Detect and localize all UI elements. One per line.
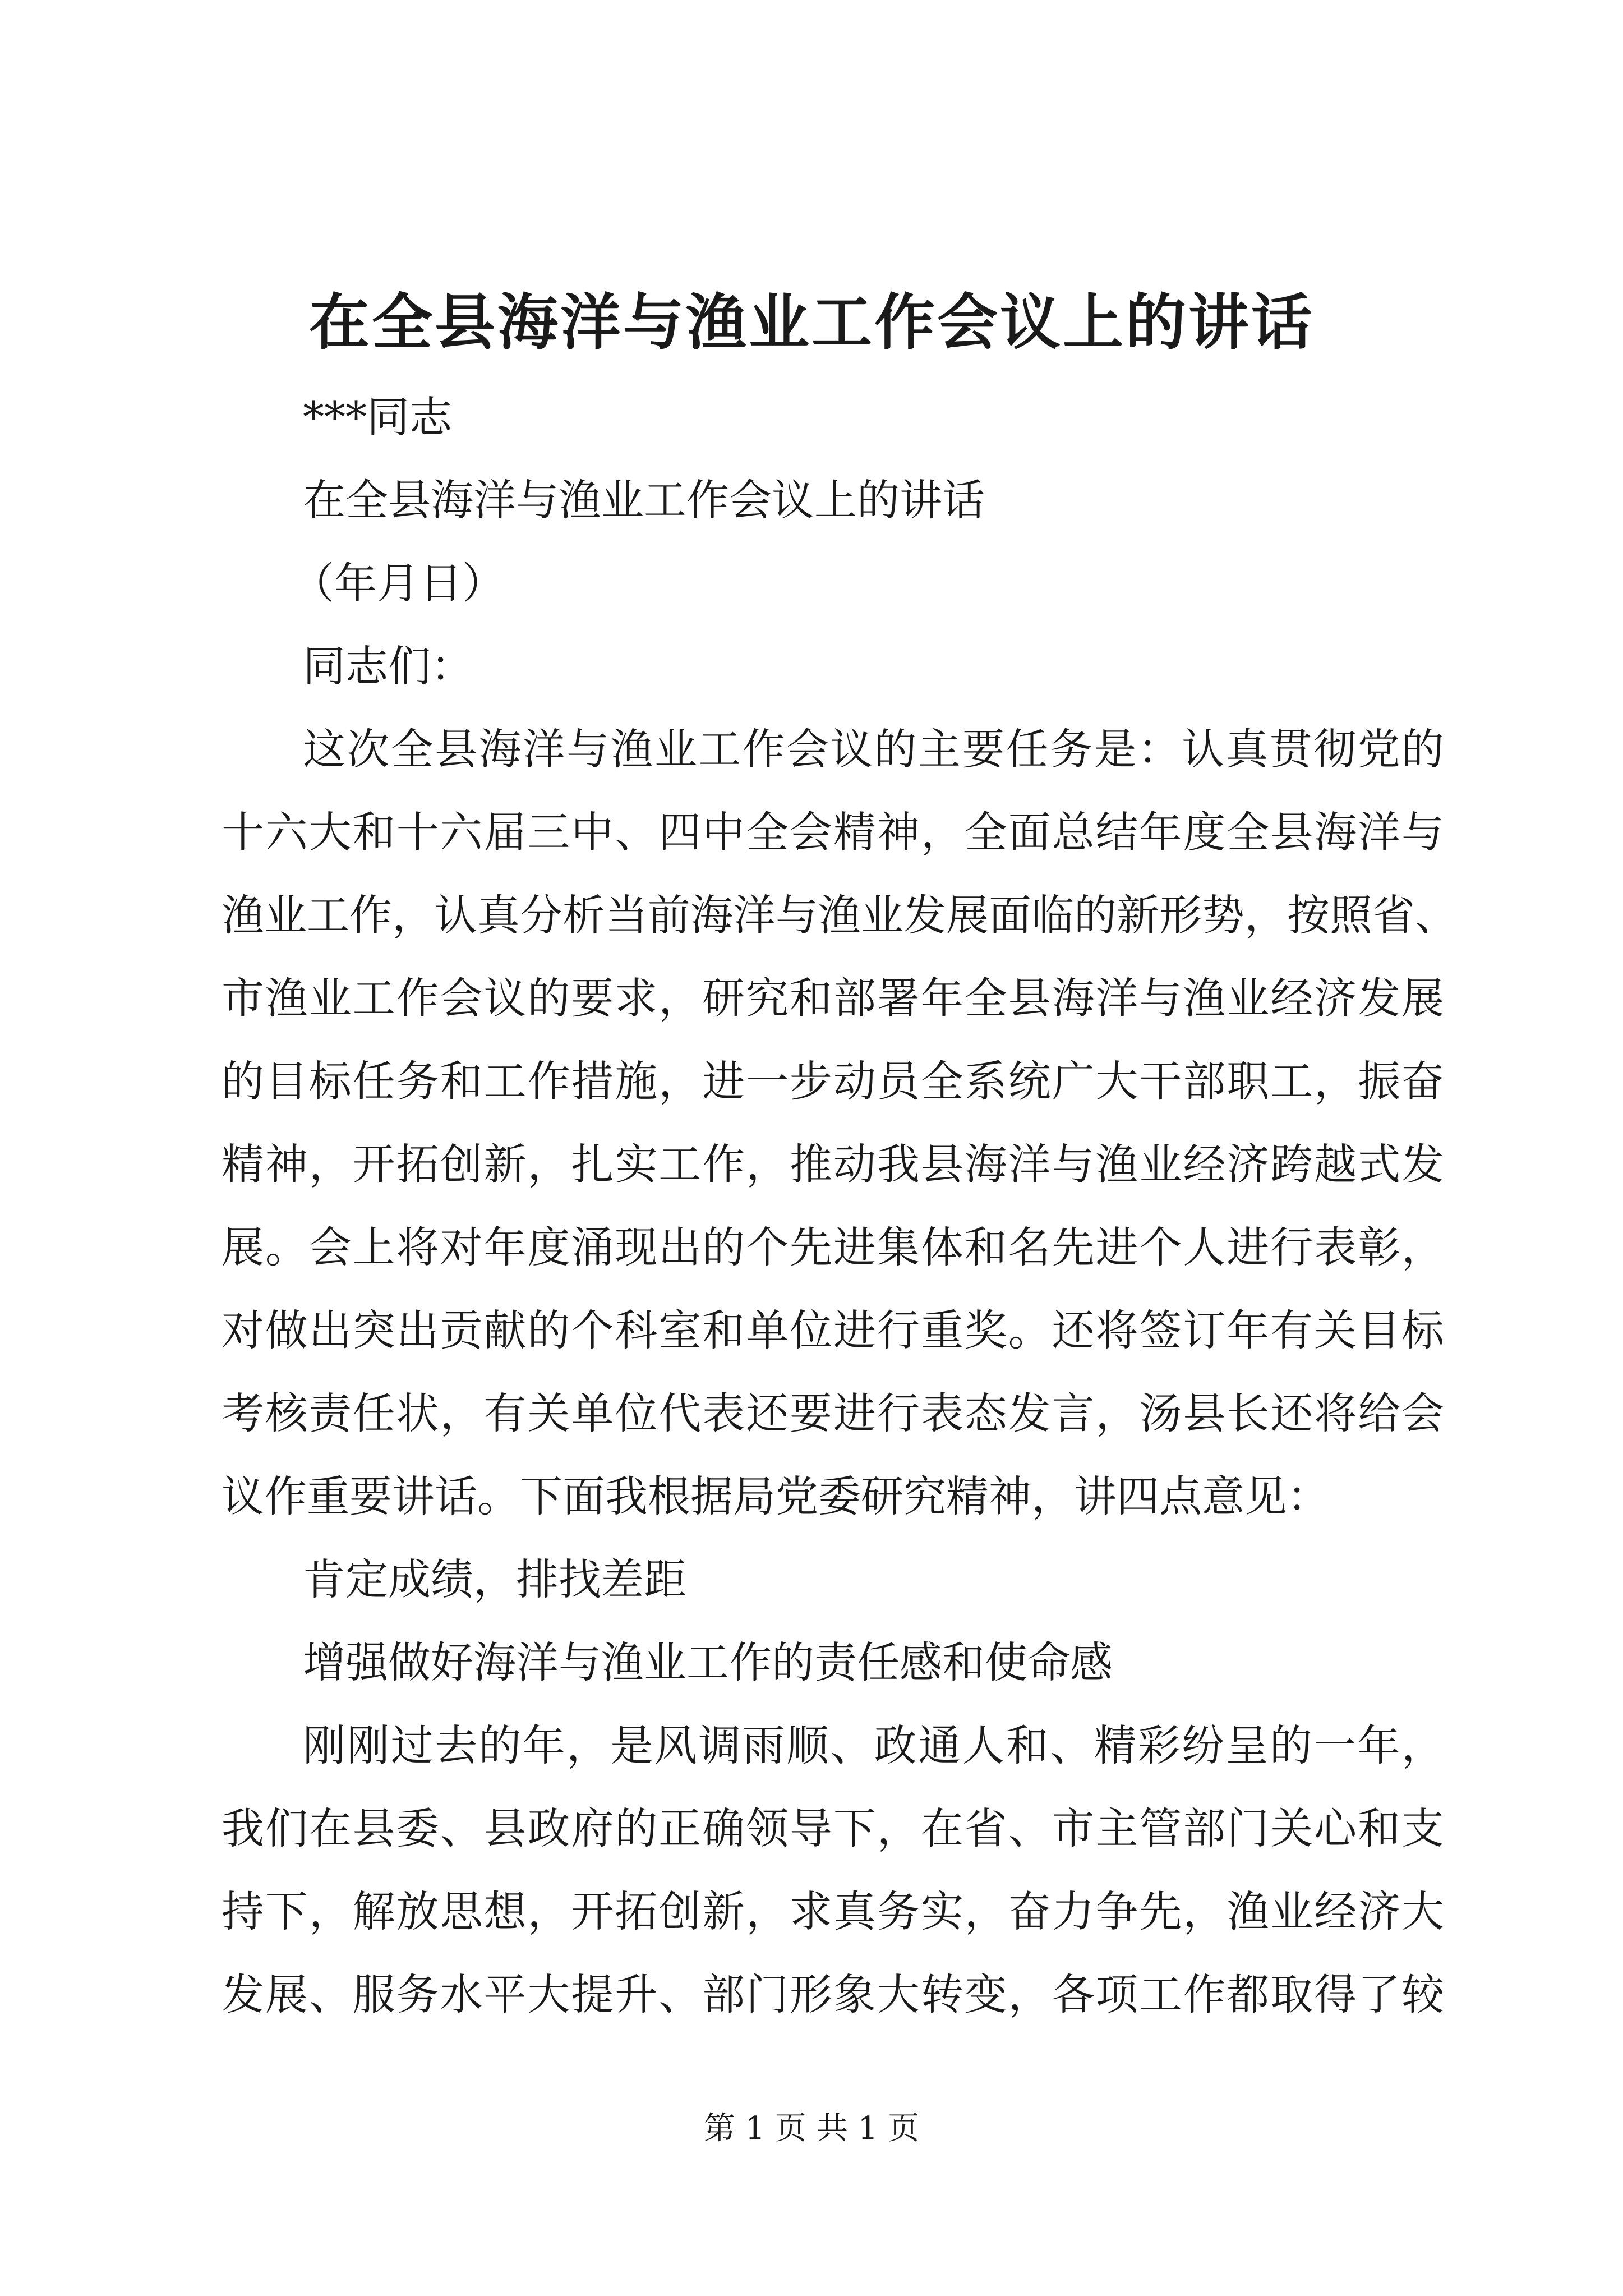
subtitle: 在全县海洋与渔业工作会议上的讲话 — [303, 475, 985, 525]
paragraph-1-line: 考核责任状，有关单位代表还要进行表态发言，汤县长还将给会 — [222, 1388, 1444, 1438]
paragraph-2-line: 刚刚过去的年，是风调雨顺、政通人和、精彩纷呈的一年， — [303, 1720, 1444, 1770]
paragraph-1-line: 精神，开拓创新，扎实工作，推动我县海洋与渔业经济跨越式发 — [222, 1139, 1444, 1189]
author-line: ***同志 — [303, 392, 452, 442]
document-title: 在全县海洋与渔业工作会议上的讲话 — [308, 287, 1314, 358]
date-line: （年月日） — [292, 558, 505, 608]
paragraph-1-line: 市渔业工作会议的要求，研究和部署年全县海洋与渔业经济发展 — [222, 973, 1444, 1023]
paragraph-1-line: 的目标任务和工作措施，进一步动员全系统广大干部职工，振奋 — [222, 1056, 1444, 1106]
page-footer: 第 1 页 共 1 页 — [703, 2110, 920, 2147]
paragraph-1-line: 对做出突出贡献的个科室和单位进行重奖。还将签订年有关目标 — [222, 1305, 1444, 1355]
paragraph-1-line: 渔业工作，认真分析当前海洋与渔业发展面临的新形势，按照省、 — [222, 890, 1458, 940]
paragraph-1-line: 展。会上将对年度涌现出的个先进集体和名先进个人进行表彰， — [222, 1222, 1444, 1272]
paragraph-2-line: 我们在县委、县政府的正确领导下，在省、市主管部门关心和支 — [222, 1803, 1444, 1853]
salutation: 同志们： — [303, 641, 473, 691]
paragraph-1-line: 这次全县海洋与渔业工作会议的主要任务是：认真贯彻党的 — [303, 724, 1444, 774]
paragraph-1-line: 议作重要讲话。下面我根据局党委研究精神，讲四点意见： — [222, 1471, 1330, 1521]
section-heading-1: 肯定成绩，排找差距 — [303, 1554, 686, 1604]
paragraph-2-line: 持下，解放思想，开拓创新，求真务实，奋力争先，渔业经济大 — [222, 1887, 1444, 1936]
paragraph-1-line: 十六大和十六届三中、四中全会精神，全面总结年度全县海洋与 — [222, 807, 1444, 857]
paragraph-2-line: 发展、服务水平大提升、部门形象大转变，各项工作都取得了较 — [222, 1970, 1444, 2019]
paragraph-2 — [222, 1704, 1444, 2036]
paragraph-1 — [222, 708, 1458, 1538]
section-heading-2: 增强做好海洋与渔业工作的责任感和使命感 — [303, 1637, 1113, 1687]
